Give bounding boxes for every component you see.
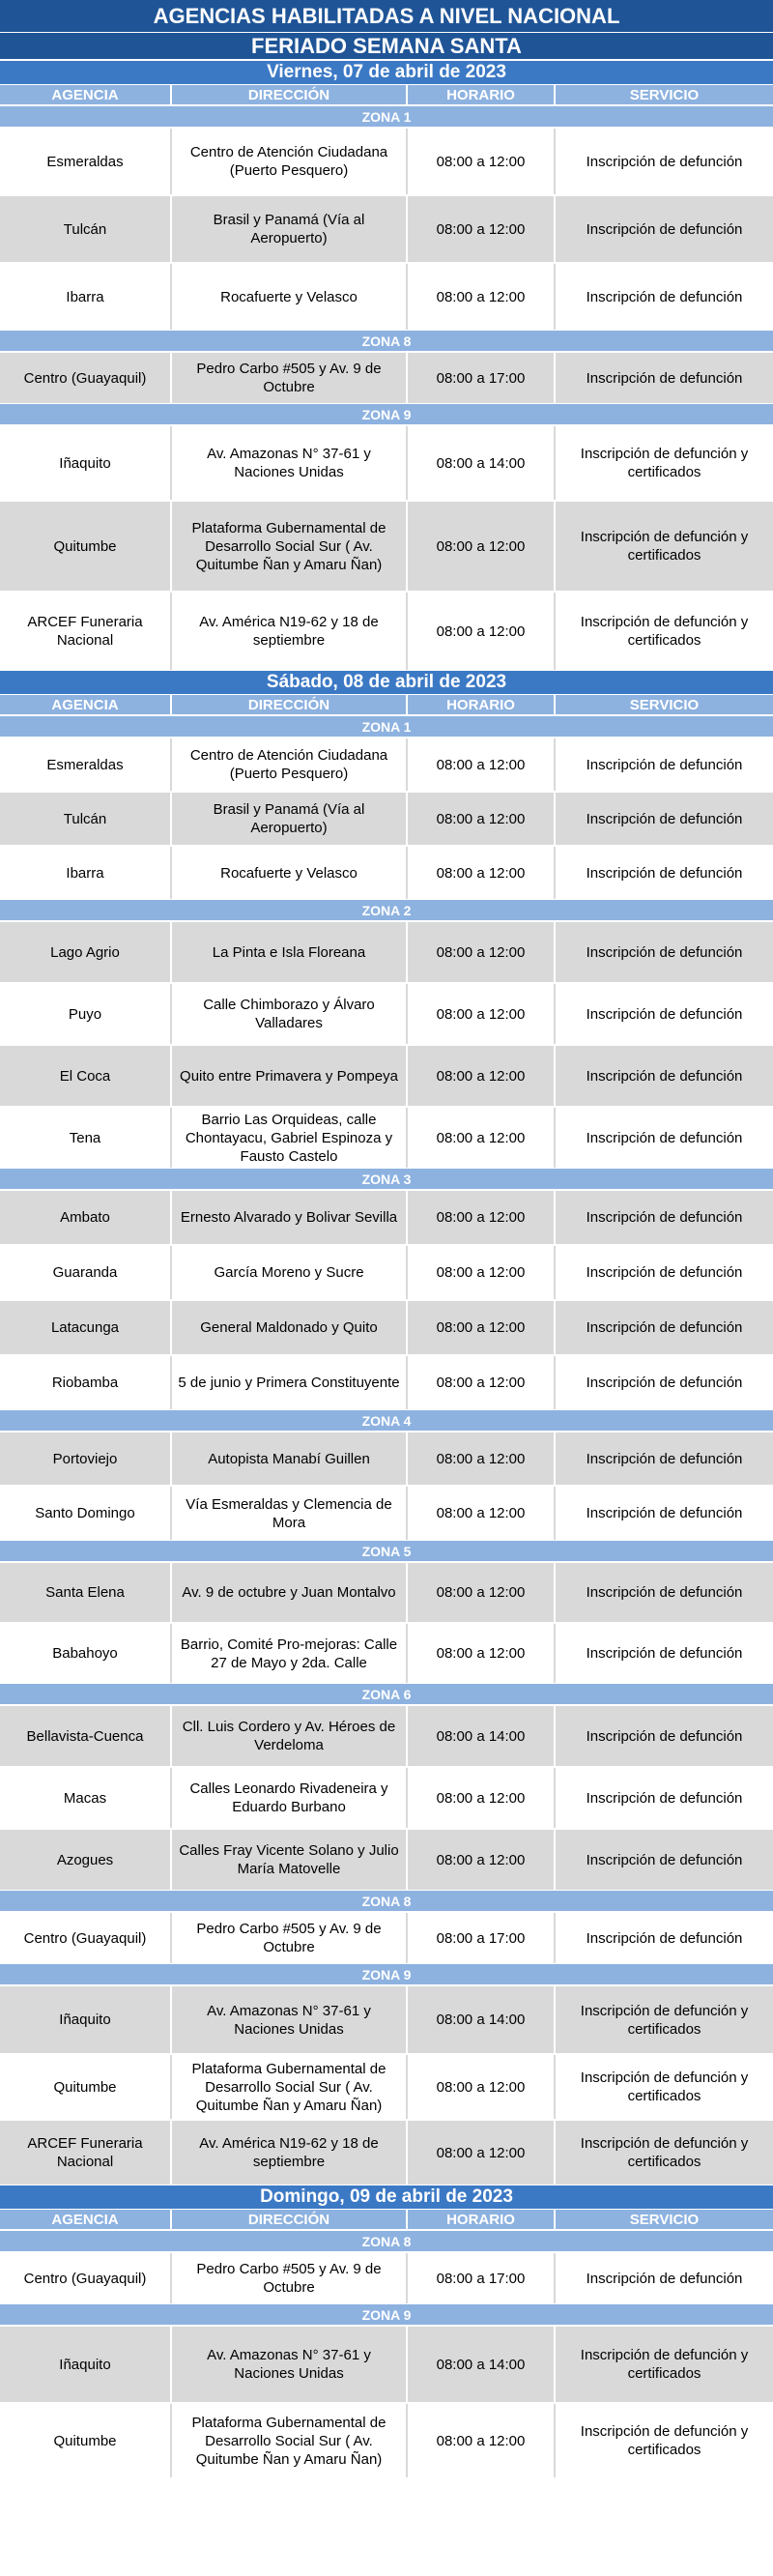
cell-servicio: Inscripción de defunción bbox=[586, 1789, 743, 1807]
cell-horario: 08:00 a 12:00 bbox=[408, 264, 556, 330]
cell-horario: 08:00 a 12:00 bbox=[408, 196, 556, 262]
cell-servicio: Inscripción de defunción bbox=[586, 864, 743, 882]
cell-direccion: La Pinta e Isla Floreana bbox=[172, 922, 408, 982]
cell-direccion: Plataforma Gubernamental de Desarrollo Social Sur ( Av. Quitumbe Ñan y Amaru Ñan) bbox=[172, 2404, 408, 2477]
cell-horario: 08:00 a 14:00 bbox=[408, 1706, 556, 1766]
cell-servicio: Inscripción de defunción bbox=[586, 1584, 743, 1601]
cell-servicio: Inscripción de defunción bbox=[586, 1851, 743, 1868]
cell-horario: 08:00 a 12:00 bbox=[408, 1356, 556, 1409]
cell-horario: 08:00 a 12:00 bbox=[408, 502, 556, 591]
cell-agencia: Iñaquito bbox=[0, 1986, 172, 2053]
cell-direccion: Brasil y Panamá (Vía al Aeropuerto) bbox=[172, 793, 408, 845]
table-row bbox=[0, 1354, 773, 1409]
table-row bbox=[0, 1106, 773, 1168]
table-row bbox=[0, 262, 773, 330]
cell-agencia: Santa Elena bbox=[0, 1563, 172, 1622]
cell-direccion: Plataforma Gubernamental de Desarrollo Social Sur ( Av. Quitumbe Ñan y Amaru Ñan) bbox=[172, 2055, 408, 2119]
table-row bbox=[0, 920, 773, 982]
cell-servicio: Inscripción de defunción bbox=[586, 810, 743, 827]
cell-horario: 08:00 a 12:00 bbox=[408, 1563, 556, 1622]
cell-servicio: Inscripción de defunción y certificados bbox=[580, 2002, 749, 2038]
cell-servicio: Inscripción de defunción bbox=[586, 756, 743, 773]
cell-direccion: Av. 9 de octubre y Juan Montalvo bbox=[172, 1563, 408, 1622]
zone-heading: ZONA 8 bbox=[0, 2230, 773, 2251]
column-header-agencia: AGENCIA bbox=[0, 695, 172, 714]
column-header-servicio: SERVICIO bbox=[629, 2211, 700, 2228]
table-row bbox=[0, 845, 773, 899]
cell-agencia: ARCEF Funeraria Nacional bbox=[0, 593, 172, 670]
cell-direccion: Rocafuerte y Velasco bbox=[172, 847, 408, 899]
cell-direccion: Av. Amazonas N° 37-61 y Naciones Unidas bbox=[172, 426, 408, 500]
table-row bbox=[0, 1189, 773, 1244]
cell-servicio: Inscripción de defunción y certificados bbox=[580, 2069, 749, 2104]
zone-heading: ZONA 2 bbox=[0, 899, 773, 920]
cell-agencia: Quitumbe bbox=[0, 2055, 172, 2119]
cell-horario: 08:00 a 12:00 bbox=[408, 1487, 556, 1540]
cell-agencia: Lago Agrio bbox=[0, 922, 172, 982]
cell-agencia: Ambato bbox=[0, 1191, 172, 1244]
zone-heading: ZONA 6 bbox=[0, 1683, 773, 1704]
cell-direccion: García Moreno y Sucre bbox=[172, 1246, 408, 1299]
page-title: AGENCIAS HABILITADAS A NIVEL NACIONAL bbox=[0, 0, 773, 33]
cell-horario: 08:00 a 12:00 bbox=[408, 1624, 556, 1683]
table-row bbox=[0, 194, 773, 262]
column-header-horario: HORARIO bbox=[408, 85, 556, 104]
cell-agencia: Bellavista-Cuenca bbox=[0, 1706, 172, 1766]
column-header-servicio: SERVICIO bbox=[629, 86, 700, 103]
column-header-direccion: DIRECCIÓN bbox=[172, 2210, 408, 2229]
cell-agencia: Esmeraldas bbox=[0, 738, 172, 791]
table-row bbox=[0, 1561, 773, 1622]
table-header bbox=[0, 694, 773, 715]
cell-servicio: Inscripción de defunción bbox=[586, 1209, 743, 1226]
days-container bbox=[0, 60, 773, 2477]
cell-servicio: Inscripción de defunción y certificados bbox=[580, 446, 749, 480]
cell-direccion: Av. Amazonas N° 37-61 y Naciones Unidas bbox=[172, 2327, 408, 2402]
table-row bbox=[0, 2325, 773, 2402]
page-subtitle: FERIADO SEMANA SANTA bbox=[0, 33, 773, 60]
cell-horario: 08:00 a 12:00 bbox=[408, 738, 556, 791]
cell-servicio: Inscripción de defunción bbox=[586, 153, 743, 170]
table-row bbox=[0, 1766, 773, 1828]
cell-horario: 08:00 a 12:00 bbox=[408, 1046, 556, 1106]
cell-agencia: Portoviejo bbox=[0, 1433, 172, 1485]
cell-direccion: Barrio Las Orquideas, calle Chontayacu, Gabriel Espinoza y Fausto Castelo bbox=[172, 1108, 408, 1168]
cell-direccion: Autopista Manabí Guillen bbox=[172, 1433, 408, 1485]
cell-direccion: Pedro Carbo #505 y Av. 9 de Octubre bbox=[172, 353, 408, 403]
cell-agencia: Riobamba bbox=[0, 1356, 172, 1409]
zone-heading: ZONA 8 bbox=[0, 1890, 773, 1911]
cell-horario: 08:00 a 12:00 bbox=[408, 1191, 556, 1244]
cell-servicio: Inscripción de defunción y certificados bbox=[580, 529, 749, 564]
zone-heading: ZONA 4 bbox=[0, 1409, 773, 1431]
cell-agencia: Babahoyo bbox=[0, 1624, 172, 1683]
table-header bbox=[0, 2209, 773, 2230]
cell-agencia: Tena bbox=[0, 1108, 172, 1168]
cell-direccion: Centro de Atención Ciudadana (Puerto Pesquero) bbox=[172, 738, 408, 791]
cell-agencia: Macas bbox=[0, 1768, 172, 1828]
cell-direccion: Ernesto Alvarado y Bolivar Sevilla bbox=[172, 1191, 408, 1244]
cell-horario: 08:00 a 12:00 bbox=[408, 2404, 556, 2477]
cell-servicio: Inscripción de defunción bbox=[586, 1319, 743, 1336]
cell-horario: 08:00 a 12:00 bbox=[408, 1246, 556, 1299]
column-header-direccion: DIRECCIÓN bbox=[172, 85, 408, 104]
cell-servicio: Inscripción de defunción bbox=[586, 1505, 743, 1521]
day-section bbox=[0, 60, 773, 670]
table-row bbox=[0, 982, 773, 1044]
cell-direccion: Pedro Carbo #505 y Av. 9 de Octubre bbox=[172, 1913, 408, 1963]
table-row bbox=[0, 127, 773, 194]
table-row bbox=[0, 2053, 773, 2119]
cell-agencia: Quitumbe bbox=[0, 2404, 172, 2477]
cell-servicio: Inscripción de defunción bbox=[586, 1645, 743, 1662]
zone-heading: ZONA 5 bbox=[0, 1540, 773, 1561]
cell-horario: 08:00 a 12:00 bbox=[408, 922, 556, 982]
cell-agencia: Latacunga bbox=[0, 1301, 172, 1354]
day-section bbox=[0, 2185, 773, 2477]
table-row bbox=[0, 1485, 773, 1540]
column-header-horario: HORARIO bbox=[408, 2210, 556, 2229]
cell-horario: 08:00 a 12:00 bbox=[408, 1108, 556, 1168]
cell-direccion: Rocafuerte y Velasco bbox=[172, 264, 408, 330]
cell-agencia: Tulcán bbox=[0, 793, 172, 845]
cell-agencia: Puyo bbox=[0, 984, 172, 1044]
zone-heading: ZONA 1 bbox=[0, 715, 773, 737]
cell-direccion: Av. Amazonas N° 37-61 y Naciones Unidas bbox=[172, 1986, 408, 2053]
cell-servicio: Inscripción de defunción bbox=[586, 2270, 743, 2287]
cell-agencia: Iñaquito bbox=[0, 2327, 172, 2402]
cell-servicio: Inscripción de defunción y certificados bbox=[580, 2135, 749, 2170]
cell-agencia: Guaranda bbox=[0, 1246, 172, 1299]
day-heading: Sábado, 08 de abril de 2023 bbox=[0, 670, 773, 694]
cell-agencia: ARCEF Funeraria Nacional bbox=[0, 2121, 172, 2185]
cell-direccion: Pedro Carbo #505 y Av. 9 de Octubre bbox=[172, 2253, 408, 2303]
cell-servicio: Inscripción de defunción bbox=[586, 1129, 743, 1146]
column-header-horario: HORARIO bbox=[408, 695, 556, 714]
table-row bbox=[0, 591, 773, 670]
cell-servicio: Inscripción de defunción bbox=[586, 1067, 743, 1085]
cell-agencia: El Coca bbox=[0, 1046, 172, 1106]
cell-direccion: General Maldonado y Quito bbox=[172, 1301, 408, 1354]
cell-horario: 08:00 a 12:00 bbox=[408, 984, 556, 1044]
table-row bbox=[0, 1431, 773, 1485]
zone-heading: ZONA 9 bbox=[0, 403, 773, 424]
table-header bbox=[0, 84, 773, 105]
table-row bbox=[0, 424, 773, 500]
cell-servicio: Inscripción de defunción y certificados bbox=[580, 2423, 749, 2458]
cell-horario: 08:00 a 14:00 bbox=[408, 2327, 556, 2402]
cell-direccion: Calle Chimborazo y Álvaro Valladares bbox=[172, 984, 408, 1044]
table-row bbox=[0, 1828, 773, 1890]
zone-heading: ZONA 9 bbox=[0, 1963, 773, 1984]
cell-servicio: Inscripción de defunción bbox=[586, 288, 743, 305]
cell-servicio: Inscripción de defunción y certificados bbox=[580, 2347, 749, 2382]
table-row bbox=[0, 500, 773, 591]
cell-direccion: Calles Leonardo Rivadeneira y Eduardo Burbano bbox=[172, 1768, 408, 1828]
column-header-agencia: AGENCIA bbox=[0, 85, 172, 104]
table-row bbox=[0, 2402, 773, 2477]
cell-agencia: Centro (Guayaquil) bbox=[0, 353, 172, 403]
column-header-servicio: SERVICIO bbox=[629, 696, 700, 713]
cell-direccion: Barrio, Comité Pro-mejoras: Calle 27 de Mayo y 2da. Calle bbox=[172, 1624, 408, 1683]
cell-horario: 08:00 a 17:00 bbox=[408, 1913, 556, 1963]
day-heading: Domingo, 09 de abril de 2023 bbox=[0, 2185, 773, 2209]
cell-horario: 08:00 a 12:00 bbox=[408, 2055, 556, 2119]
cell-direccion: Quito entre Primavera y Pompeya bbox=[172, 1046, 408, 1106]
cell-direccion: Centro de Atención Ciudadana (Puerto Pesquero) bbox=[172, 129, 408, 194]
zone-heading: ZONA 8 bbox=[0, 330, 773, 351]
cell-servicio: Inscripción de defunción bbox=[586, 1005, 743, 1023]
table-row bbox=[0, 1704, 773, 1766]
cell-horario: 08:00 a 12:00 bbox=[408, 2121, 556, 2185]
table-row bbox=[0, 1244, 773, 1299]
column-header-direccion: DIRECCIÓN bbox=[172, 695, 408, 714]
cell-horario: 08:00 a 12:00 bbox=[408, 1433, 556, 1485]
cell-servicio: Inscripción de defunción bbox=[586, 1375, 743, 1391]
cell-horario: 08:00 a 12:00 bbox=[408, 593, 556, 670]
cell-servicio: Inscripción de defunción bbox=[586, 1450, 743, 1467]
cell-horario: 08:00 a 12:00 bbox=[408, 793, 556, 845]
cell-horario: 08:00 a 17:00 bbox=[408, 2253, 556, 2303]
cell-horario: 08:00 a 12:00 bbox=[408, 1768, 556, 1828]
cell-agencia: Santo Domingo bbox=[0, 1487, 172, 1540]
table-row bbox=[0, 1984, 773, 2053]
cell-servicio: Inscripción de defunción bbox=[586, 1727, 743, 1745]
cell-servicio: Inscripción de defunción bbox=[586, 1264, 743, 1281]
cell-agencia: Quitumbe bbox=[0, 502, 172, 591]
cell-direccion: Brasil y Panamá (Vía al Aeropuerto) bbox=[172, 196, 408, 262]
cell-servicio: Inscripción de defunción y certificados bbox=[580, 614, 749, 649]
cell-agencia: Ibarra bbox=[0, 264, 172, 330]
cell-servicio: Inscripción de defunción bbox=[586, 943, 743, 961]
day-section bbox=[0, 670, 773, 2185]
table-row bbox=[0, 2251, 773, 2303]
cell-direccion: Calles Fray Vicente Solano y Julio María Matovelle bbox=[172, 1830, 408, 1890]
cell-horario: 08:00 a 12:00 bbox=[408, 129, 556, 194]
cell-direccion: Plataforma Gubernamental de Desarrollo Social Sur ( Av. Quitumbe Ñan y Amaru Ñan) bbox=[172, 502, 408, 591]
cell-servicio: Inscripción de defunción bbox=[586, 369, 743, 387]
cell-horario: 08:00 a 12:00 bbox=[408, 847, 556, 899]
cell-agencia: Tulcán bbox=[0, 196, 172, 262]
cell-horario: 08:00 a 14:00 bbox=[408, 1986, 556, 2053]
table-row bbox=[0, 791, 773, 845]
cell-direccion: Av. América N19-62 y 18 de septiembre bbox=[172, 593, 408, 670]
column-header-agencia: AGENCIA bbox=[0, 2210, 172, 2229]
table-row bbox=[0, 1299, 773, 1354]
table-row bbox=[0, 1044, 773, 1106]
cell-servicio: Inscripción de defunción bbox=[586, 1929, 743, 1947]
zone-heading: ZONA 1 bbox=[0, 105, 773, 127]
cell-direccion: 5 de junio y Primera Constituyente bbox=[172, 1356, 408, 1409]
cell-agencia: Esmeraldas bbox=[0, 129, 172, 194]
cell-direccion: Av. América N19-62 y 18 de septiembre bbox=[172, 2121, 408, 2185]
cell-agencia: Iñaquito bbox=[0, 426, 172, 500]
cell-direccion: Cll. Luis Cordero y Av. Héroes de Verdeloma bbox=[172, 1706, 408, 1766]
cell-agencia: Azogues bbox=[0, 1830, 172, 1890]
cell-servicio: Inscripción de defunción bbox=[586, 220, 743, 238]
cell-horario: 08:00 a 12:00 bbox=[408, 1301, 556, 1354]
table-row bbox=[0, 2119, 773, 2185]
day-heading: Viernes, 07 de abril de 2023 bbox=[0, 60, 773, 84]
table-row bbox=[0, 1911, 773, 1963]
table-row bbox=[0, 737, 773, 791]
table-row bbox=[0, 1622, 773, 1683]
cell-horario: 08:00 a 17:00 bbox=[408, 353, 556, 403]
zone-heading: ZONA 3 bbox=[0, 1168, 773, 1189]
cell-agencia: Ibarra bbox=[0, 847, 172, 899]
cell-horario: 08:00 a 14:00 bbox=[408, 426, 556, 500]
cell-agencia: Centro (Guayaquil) bbox=[0, 2253, 172, 2303]
cell-agencia: Centro (Guayaquil) bbox=[0, 1913, 172, 1963]
cell-horario: 08:00 a 12:00 bbox=[408, 1830, 556, 1890]
table-row bbox=[0, 351, 773, 403]
cell-direccion: Vía Esmeraldas y Clemencia de Mora bbox=[172, 1487, 408, 1540]
zone-heading: ZONA 9 bbox=[0, 2303, 773, 2325]
